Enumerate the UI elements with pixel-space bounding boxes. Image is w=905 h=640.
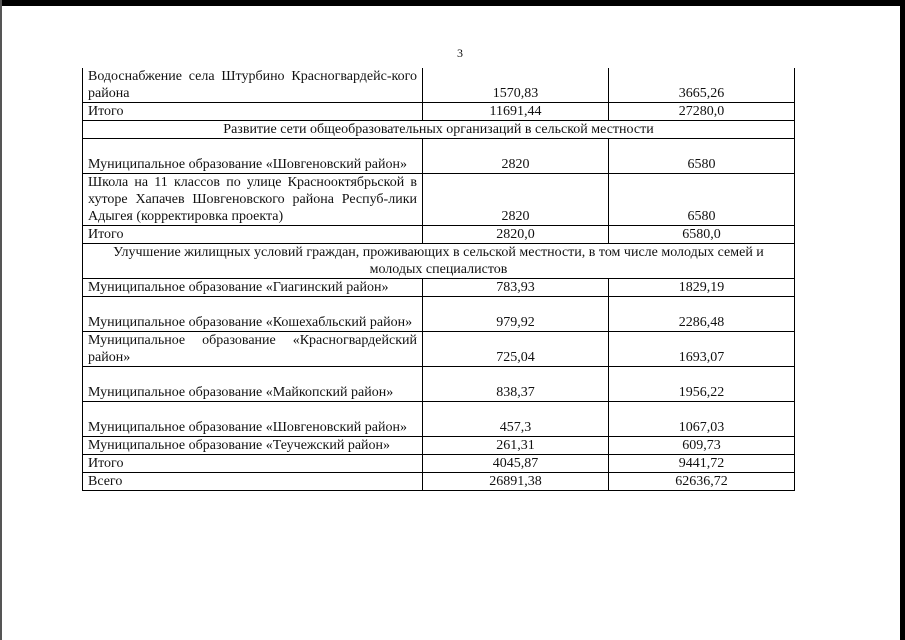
row-name-cell: Муниципальное образование «Теучежский район»: [83, 437, 423, 455]
row-value-1-cell: 2820,0: [423, 226, 609, 244]
row-name-cell: Итого: [83, 226, 423, 244]
section-header-row: [83, 244, 795, 279]
budget-table: [82, 68, 795, 491]
row-value-2-cell: 1829,19: [609, 279, 795, 297]
table-row: [83, 332, 795, 367]
table-row: [83, 297, 795, 332]
scan-border-right: [900, 0, 905, 640]
row-value-1-cell: 11691,44: [423, 103, 609, 121]
row-name-cell: Муниципальное образование «Шовгеновский район»: [83, 402, 423, 437]
row-value-2-cell: 6580: [609, 174, 795, 226]
row-value-1-cell: 4045,87: [423, 455, 609, 473]
row-name-cell: Школа на 11 классов по улице Краснооктябрьской в хуторе Хапачев Шовгеновского района Респуб-лики Адыгея (корректировка проекта): [83, 174, 423, 226]
table-row: [83, 103, 795, 121]
table-row: [83, 279, 795, 297]
row-value-1-cell: 457,3: [423, 402, 609, 437]
row-value-1-cell: 2820: [423, 139, 609, 174]
row-value-2-cell: 6580,0: [609, 226, 795, 244]
row-value-1-cell: 2820: [423, 174, 609, 226]
section-title: Улучшение жилищных условий граждан, проживающих в сельской местности, в том числе молодых семей и молодых специалистов: [83, 244, 795, 279]
row-value-1-cell: 26891,38: [423, 473, 609, 491]
row-name-cell: Водоснабжение села Штурбино Красногвардейс-кого района: [83, 68, 423, 103]
row-name-cell: Муниципальное образование «Кошехабльский район»: [83, 297, 423, 332]
page-number: 3: [457, 46, 463, 60]
row-value-2-cell: 27280,0: [609, 103, 795, 121]
section-title: Развитие сети общеобразовательных организаций в сельской местности: [83, 121, 795, 139]
scan-border-top: [0, 0, 905, 6]
table-row: [83, 174, 795, 226]
row-name-cell: Муниципальное образование «Шовгеновский район»: [83, 139, 423, 174]
row-value-2-cell: 2286,48: [609, 297, 795, 332]
row-name-cell: Всего: [83, 473, 423, 491]
table-row: [83, 473, 795, 491]
scan-border-left: [0, 0, 2, 640]
row-value-2-cell: 1956,22: [609, 367, 795, 402]
row-name-cell: Муниципальное образование «Гиагинский район»: [83, 279, 423, 297]
row-value-1-cell: 783,93: [423, 279, 609, 297]
row-value-2-cell: 9441,72: [609, 455, 795, 473]
row-value-1-cell: 261,31: [423, 437, 609, 455]
row-name-cell: Муниципальное образование «Красногвардейский район»: [83, 332, 423, 367]
row-value-2-cell: 3665,26: [609, 68, 795, 103]
row-value-1-cell: 838,37: [423, 367, 609, 402]
table-row: [83, 139, 795, 174]
row-value-2-cell: 1067,03: [609, 402, 795, 437]
row-value-1-cell: 1570,83: [423, 68, 609, 103]
table-row: [83, 226, 795, 244]
row-name-cell: Итого: [83, 103, 423, 121]
table-row: [83, 367, 795, 402]
row-value-1-cell: 979,92: [423, 297, 609, 332]
row-name-cell: Муниципальное образование «Майкопский район»: [83, 367, 423, 402]
row-name-cell: Итого: [83, 455, 423, 473]
table-row: [83, 68, 795, 103]
table-row: [83, 437, 795, 455]
row-value-2-cell: 62636,72: [609, 473, 795, 491]
table-row: [83, 402, 795, 437]
row-value-1-cell: 725,04: [423, 332, 609, 367]
row-value-2-cell: 6580: [609, 139, 795, 174]
row-value-2-cell: 1693,07: [609, 332, 795, 367]
table-row: [83, 455, 795, 473]
section-header-row: [83, 121, 795, 139]
row-value-2-cell: 609,73: [609, 437, 795, 455]
